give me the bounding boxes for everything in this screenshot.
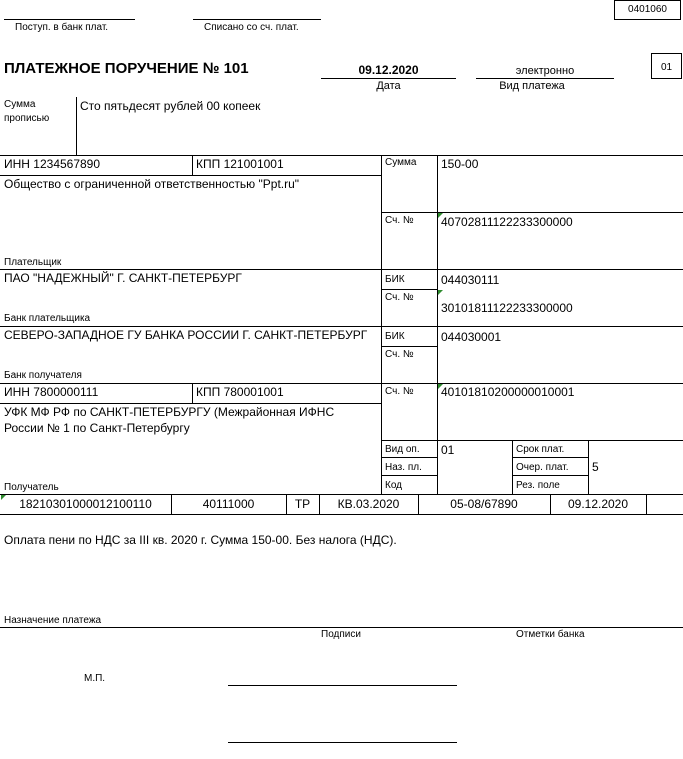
recipient-name-line2: России № 1 по Санкт-Петербургу <box>4 421 190 435</box>
form-code: 0401060 <box>628 4 667 15</box>
tax-row-top-line <box>0 494 683 495</box>
recipient-bank-name: СЕВЕРО-ЗАПАДНОЕ ГУ БАНКА РОССИИ Г. САНКТ-ПЕТЕРБУРГ <box>4 328 368 342</box>
payer-inn-kpp-divider <box>192 155 193 175</box>
payer-account-label: Сч. № <box>385 215 414 226</box>
recipient-bank-bik-label: БИК <box>385 331 405 342</box>
tax-oktmo: 40111000 <box>202 497 255 511</box>
received-label: Поступ. в банк плат. <box>15 22 109 33</box>
recipient-bank-bik-value: 044030001 <box>441 330 502 344</box>
payer-sum-label: Сумма <box>385 157 417 168</box>
codes-v2 <box>588 440 589 494</box>
payer-inn-line <box>0 175 381 176</box>
payer-kpp: КПП 121001001 <box>196 157 284 171</box>
payer-label: Плательщик <box>4 257 62 268</box>
op-type-label: Вид оп. <box>385 444 420 455</box>
grid-v-left <box>381 155 382 494</box>
payer-bank-name: ПАО "НАДЕЖНЫЙ" Г. САНКТ-ПЕТЕРБУРГ <box>4 271 242 285</box>
codes-row-line-2 <box>381 475 437 476</box>
tax-period: КВ.03.2020 <box>337 497 400 511</box>
recipient-bank-label: Банк получателя <box>4 370 82 381</box>
payer-name: Общество с ограниченной ответственностью "Ppt.ru" <box>4 177 300 191</box>
purpose-bottom-line <box>0 627 683 628</box>
status-code: 01 <box>660 62 673 73</box>
debited-line <box>193 19 321 20</box>
grid-line-top <box>0 155 683 156</box>
purpose-code-label: Наз. пл. <box>385 462 422 473</box>
tax-row-bottom-line <box>0 514 683 515</box>
signature-line-2 <box>228 742 457 743</box>
amount-words-divider <box>76 97 77 155</box>
codes-v1 <box>512 440 513 494</box>
payment-type-line <box>476 78 614 79</box>
codes-right-line-1 <box>512 457 588 458</box>
date-line <box>321 78 456 79</box>
recipient-inn-kpp-divider <box>192 383 193 403</box>
recipient-bank-account-label: Сч. № <box>385 349 414 360</box>
recipient-bank-bottom-line <box>0 383 683 384</box>
tax-doc-number: 05-08/67890 <box>450 497 518 511</box>
payer-inn: ИНН 1234567890 <box>4 157 101 171</box>
payment-type-label: Вид платежа <box>499 80 565 92</box>
tax-v6 <box>646 494 647 514</box>
debited-label: Списано со сч. плат. <box>204 22 299 33</box>
codes-right-line-2 <box>512 475 588 476</box>
codes-row-line-1 <box>381 457 437 458</box>
term-label: Срок плат. <box>516 444 565 455</box>
date-label: Дата <box>376 80 401 92</box>
tax-doc-date: 09.12.2020 <box>567 497 629 511</box>
payer-bank-bottom-line <box>0 326 683 327</box>
payer-bank-account-marker-icon <box>438 290 443 295</box>
op-type-value: 01 <box>441 443 455 457</box>
payer-bank-account-label: Сч. № <box>385 292 414 303</box>
recipient-inn-line <box>0 403 381 404</box>
reserve-label: Рез. поле <box>516 480 560 491</box>
recipient-label: Получатель <box>4 482 59 493</box>
payer-bottom-line <box>0 269 683 270</box>
code-label: Код <box>385 480 403 491</box>
order-value: 5 <box>592 460 599 474</box>
date-value: 09.12.2020 <box>358 63 419 77</box>
payer-sum-value: 150-00 <box>441 157 479 171</box>
grid-v-right <box>437 155 438 494</box>
recipient-name-line1: УФК МФ РФ по САНКТ-ПЕТЕРБУРГУ (Межрайонная ИФНС <box>4 405 335 419</box>
amount-words-label-2: прописью <box>4 113 50 124</box>
amount-words-value: Сто пятьдесят рублей 00 копеек <box>80 99 261 113</box>
recipient-bank-bik-line <box>381 346 437 347</box>
payer-bank-bik-label: БИК <box>385 274 405 285</box>
recipient-kpp: КПП 780001001 <box>196 385 284 399</box>
payer-account-value: 40702811122233300000 <box>441 215 573 229</box>
amount-words-label-1: Сумма <box>4 99 36 110</box>
payer-bank-bik-line <box>381 289 437 290</box>
page-title: ПЛАТЕЖНОЕ ПОРУЧЕНИЕ № 101 <box>4 60 249 77</box>
recipient-account-label: Сч. № <box>385 386 414 397</box>
tax-kbk: 18210301000012100110 <box>19 497 152 511</box>
signature-line-1 <box>228 685 457 686</box>
tax-basis: ТР <box>294 497 311 511</box>
payer-bank-label: Банк плательщика <box>4 313 91 324</box>
payer-bank-bik-value: 044030111 <box>441 273 500 287</box>
bank-marks-label: Отметки банка <box>516 629 585 640</box>
purpose-label: Назначение платежа <box>4 615 102 626</box>
stamp-label: М.П. <box>84 673 106 684</box>
order-label: Очер. плат. <box>516 462 569 473</box>
sum-account-line <box>381 212 683 213</box>
recipient-account-value: 40101810200000010001 <box>441 385 575 399</box>
recipient-inn: ИНН 7800000111 <box>4 385 99 399</box>
purpose-text: Оплата пени по НДС за III кв. 2020 г. Сумма 150-00. Без налога (НДС). <box>4 533 397 547</box>
signatures-label: Подписи <box>321 629 361 640</box>
payment-type-value: электронно <box>515 65 575 77</box>
received-line <box>4 19 135 20</box>
payer-bank-account-value: 30101811122233300000 <box>441 301 573 315</box>
codes-top-line <box>381 440 683 441</box>
